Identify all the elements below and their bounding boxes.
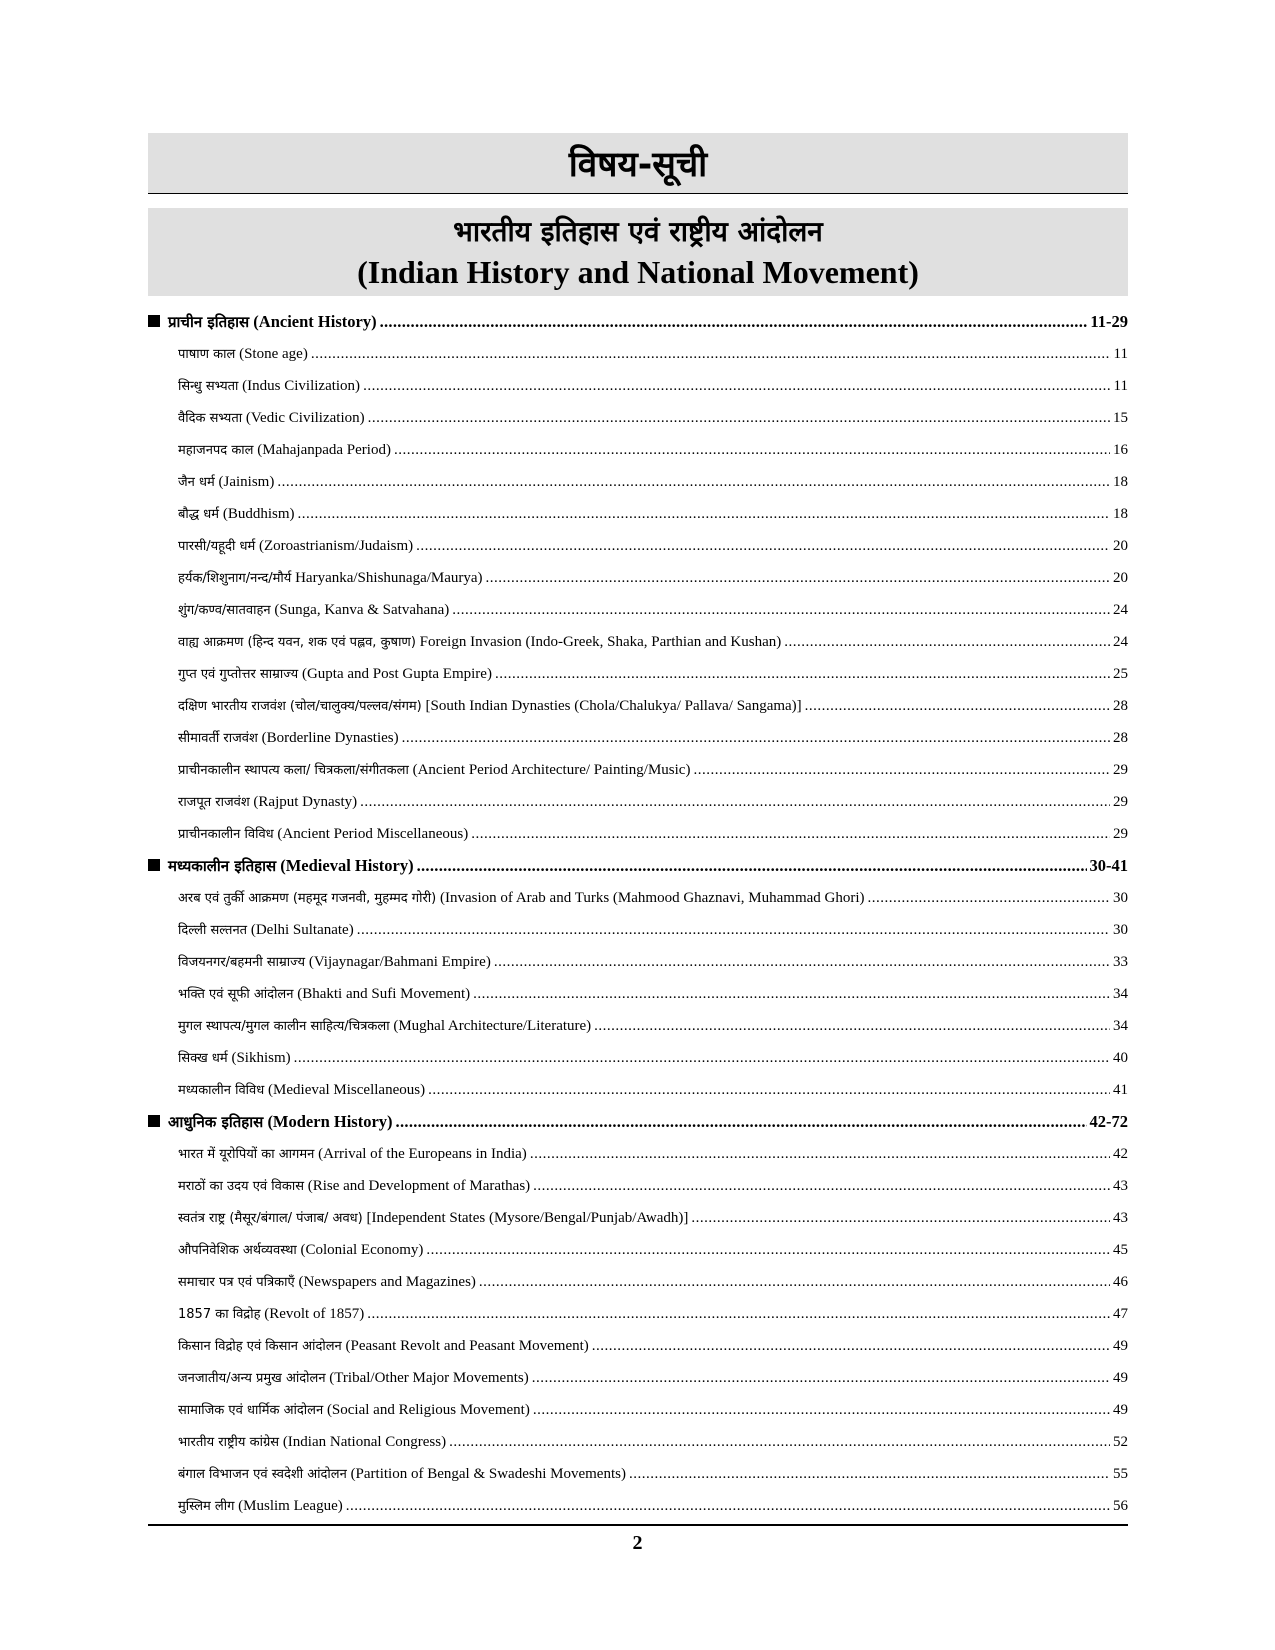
entry-title-hindi: अरब एवं तुर्की आक्रमण (महमूद गजनवी, मुहम्मद गोरी) [178,891,437,906]
entry-title-english: (Sikhism) [231,1050,291,1066]
dot-leader [294,1042,1110,1074]
entry-page-number: 56 [1113,1498,1128,1514]
dot-leader [691,1202,1110,1234]
toc-entry-row[interactable] [148,626,1128,658]
dot-leader [868,882,1110,914]
toc-entry-row[interactable] [148,1362,1128,1394]
toc-section-row[interactable] [148,850,1128,882]
entry-page-number: 20 [1113,570,1128,586]
bottom-divider [148,1524,1128,1526]
dot-leader [532,1362,1110,1394]
entry-title-english: (Jainism) [218,474,275,490]
dot-leader [396,1106,1087,1138]
entry-page-number: 29 [1113,762,1128,778]
entry-title-english: (Invasion of Arab and Turks (Mahmood Ghaznavi, Muhammad Ghori) [440,890,865,906]
entry-title-english: (Ancient Period Miscellaneous) [277,826,469,842]
entry-page-number: 30 [1113,890,1128,906]
entry-title-hindi: बंगाल विभाजन एवं स्वदेशी आंदोलन [178,1467,347,1482]
entry-page-number: 11 [1113,346,1128,362]
toc-entry-row[interactable] [148,594,1128,626]
dot-leader [417,850,1087,882]
dot-leader [495,658,1110,690]
entry-title-hindi: सिन्धु सभ्यता [178,379,239,394]
entry-title-english: (Revolt of 1857) [264,1306,365,1322]
entry-title-english: [Independent States (Mysore/Bengal/Punjab/Awadh)] [366,1210,689,1226]
page-number: 2 [632,1532,643,1554]
entry-page-number: 41 [1113,1082,1128,1098]
entry-title-hindi: किसान विद्रोह एवं किसान आंदोलन [178,1339,342,1354]
dot-leader [416,530,1110,562]
entry-title-hindi: हर्यक/शिशुनाग/नन्द/मौर्य [178,571,292,586]
dot-leader [394,434,1110,466]
subtitle-english: (Indian History and National Movement) [357,254,919,290]
entry-title-hindi: दिल्ली सल्तनत [178,923,248,938]
toc-entry-row[interactable] [148,1074,1128,1106]
entry-page-number: 47 [1113,1306,1128,1322]
entry-title-english: (Social and Religious Movement) [326,1402,530,1418]
dot-leader [629,1458,1110,1490]
entry-page-number: 43 [1113,1178,1128,1194]
entry-title-hindi: सामाजिक एवं धार्मिक आंदोलन [178,1403,324,1418]
toc-entry-row[interactable] [148,1426,1128,1458]
entry-page-number: 29 [1113,826,1128,842]
entry-page-number: 42 [1113,1146,1128,1162]
toc-entry-row[interactable] [148,1138,1128,1170]
section-title-hindi: आधुनिक इतिहास [168,1113,264,1131]
dot-leader [311,338,1111,370]
toc-entry-row[interactable] [148,1490,1128,1522]
dot-leader [360,786,1110,818]
dot-leader [298,498,1110,530]
table-of-contents [148,306,1128,1522]
entry-title-english: (Muslim League) [238,1498,343,1514]
entry-title-english: (Peasant Revolt and Peasant Movement) [345,1338,589,1354]
entry-title-hindi: समाचार पत्र एवं पत्रिकाएँ [178,1275,295,1290]
entry-page-number: 40 [1113,1050,1128,1066]
entry-title-hindi: भक्ति एवं सूफी आंदोलन [178,987,294,1002]
entry-title-english: (Indus Civilization) [242,378,361,394]
entry-title-hindi: 1857 का विद्रोह [178,1307,261,1322]
entry-page-number: 18 [1113,506,1128,522]
entry-title-english: (Colonial Economy) [300,1242,424,1258]
entry-title-english: (Newspapers and Magazines) [298,1274,476,1290]
dot-leader [402,722,1110,754]
entry-title-hindi: जनजातीय/अन्य प्रमुख आंदोलन [178,1371,326,1386]
entry-page-number: 49 [1113,1402,1128,1418]
contents-page [148,133,1128,1522]
entry-title-english: (Borderline Dynasties) [261,730,399,746]
entry-title-english: (Partition of Bengal & Swadeshi Movements) [350,1466,626,1482]
entry-page-number: 46 [1113,1274,1128,1290]
toc-entry-row[interactable] [148,690,1128,722]
toc-entry-row[interactable] [148,1394,1128,1426]
toc-entry-row[interactable] [148,946,1128,978]
entry-title-hindi: मुस्लिम लीग [178,1499,235,1514]
entry-title-english: (Stone age) [239,346,308,362]
entry-title-hindi: औपनिवेशिक अर्थव्यवस्था [178,1243,297,1258]
square-bullet-icon [148,1115,160,1127]
dot-leader [426,1234,1110,1266]
entry-page-number: 16 [1113,442,1128,458]
entry-page-number: 15 [1113,410,1128,426]
entry-page-number: 29 [1113,794,1128,810]
section-title-english: (Medieval History) [280,856,414,875]
entry-title-hindi: राजपूत राजवंश [178,795,250,810]
dot-leader [367,1298,1110,1330]
entry-title-english: (Bhakti and Sufi Movement) [297,986,471,1002]
entry-title-hindi: वैदिक सभ्यता [178,411,243,426]
toc-entry-row[interactable] [148,914,1128,946]
dot-leader [380,306,1088,338]
entry-title-english: Haryanka/Shishunaga/Maurya) [295,570,483,586]
entry-title-english: (Mughal Architecture/Literature) [393,1018,592,1034]
entry-page-number: 20 [1113,538,1128,554]
dot-leader [805,690,1110,722]
entry-title-english: (Medieval Miscellaneous) [268,1082,426,1098]
entry-title-hindi: जैन धर्म [178,475,215,490]
dot-leader [277,466,1110,498]
entry-page-number: 30 [1113,922,1128,938]
section-title-english: (Modern History) [267,1112,393,1131]
entry-title-hindi: विजयनगर/बहमनी साम्राज्य [178,955,306,970]
toc-entry-row[interactable] [148,1170,1128,1202]
dot-leader [494,946,1110,978]
dot-leader [471,818,1110,850]
entry-page-number: 28 [1113,698,1128,714]
section-title-hindi: मध्यकालीन इतिहास [168,857,277,875]
entry-title-hindi: बौद्ध धर्म [178,507,220,522]
entry-page-number: 34 [1113,986,1128,1002]
entry-title-english: (Ancient Period Architecture/ Painting/Music) [412,762,691,778]
dot-leader [346,1490,1110,1522]
toc-entry-row[interactable] [148,722,1128,754]
dot-leader [486,562,1110,594]
entry-page-number: 52 [1113,1434,1128,1450]
toc-entry-row[interactable] [148,754,1128,786]
entry-page-number: 25 [1113,666,1128,682]
entry-title-hindi: दक्षिण भारतीय राजवंश (चोल/चालुक्य/पल्लव/संगम) [178,699,422,714]
toc-section-row[interactable] [148,306,1128,338]
toc-entry-row[interactable] [148,1458,1128,1490]
entry-title-hindi: भारतीय राष्ट्रीय कांग्रेस [178,1435,280,1450]
toc-entry-row[interactable] [148,1202,1128,1234]
entry-title-hindi: प्राचीनकालीन विविध [178,827,274,842]
entry-page-number: 55 [1113,1466,1128,1482]
square-bullet-icon [148,859,160,871]
toc-entry-row[interactable] [148,978,1128,1010]
toc-entry-row[interactable] [148,434,1128,466]
toc-entry-row[interactable] [148,530,1128,562]
entry-title-hindi: प्राचीनकालीन स्थापत्य कला/ चित्रकला/संगीतकला [178,763,409,778]
entry-title-hindi: भारत में यूरोपियों का आगमन [178,1147,315,1162]
entry-page-number: 18 [1113,474,1128,490]
toc-entry-row[interactable] [148,1010,1128,1042]
section-title-hindi: प्राचीन इतिहास [168,313,250,331]
entry-title-english: (Buddhism) [222,506,295,522]
entry-title-hindi: महाजनपद काल [178,443,254,458]
toc-entry-row[interactable] [148,658,1128,690]
dot-leader [594,1010,1110,1042]
entry-title-english: [South Indian Dynasties (Chola/Chalukya/ Pallava/ Sangama)] [425,698,802,714]
entry-title-hindi: स्वतंत्र राष्ट्र (मैसूर/बंगाल/ पंजाब/ अवध) [178,1211,363,1226]
subtitle-hindi: भारतीय इतिहास एवं राष्ट्रीय आंदोलन [453,215,823,248]
toc-entry-row[interactable] [148,1042,1128,1074]
entry-title-english: (Gupta and Post Gupta Empire) [301,666,492,682]
section-page-range: 30-41 [1089,856,1128,875]
page-title: विषय-सूची [568,144,708,185]
toc-section-row[interactable] [148,1106,1128,1138]
dot-leader [428,1074,1110,1106]
entry-page-number: 43 [1113,1210,1128,1226]
entry-page-number: 34 [1113,1018,1128,1034]
entry-page-number: 49 [1113,1338,1128,1354]
toc-entry-row[interactable] [148,882,1128,914]
entry-title-english: (Tribal/Other Major Movements) [329,1370,529,1386]
toc-entry-row[interactable] [148,786,1128,818]
entry-page-number: 11 [1113,378,1128,394]
entry-title-hindi: वाह्य आक्रमण (हिन्द यवन, शक एवं पह्लव, कुषाण) [178,635,416,650]
entry-title-hindi: पारसी/यहूदी धर्म [178,539,256,554]
toc-entry-row[interactable] [148,562,1128,594]
entry-page-number: 45 [1113,1242,1128,1258]
entry-title-english: (Rajput Dynasty) [253,794,358,810]
section-page-range: 11-29 [1090,312,1128,331]
subtitle-banner [148,208,1128,296]
entry-title-hindi: सीमावर्ती राजवंश [178,731,258,746]
dot-leader [449,1426,1110,1458]
entry-page-number: 28 [1113,730,1128,746]
dot-leader [473,978,1110,1010]
entry-title-hindi: सिक्ख धर्म [178,1051,228,1066]
section-title-english: (Ancient History) [253,312,377,331]
toc-entry-row[interactable] [148,1330,1128,1362]
entry-title-english: (Indian National Congress) [282,1434,447,1450]
dot-leader [533,1170,1110,1202]
dot-leader [368,402,1110,434]
dot-leader [452,594,1110,626]
entry-title-english: (Vedic Civilization) [245,410,365,426]
dot-leader [479,1266,1110,1298]
dot-leader [533,1394,1110,1426]
toc-entry-row[interactable] [148,498,1128,530]
title-banner [148,133,1128,194]
toc-entry-row[interactable] [148,1266,1128,1298]
entry-page-number: 24 [1113,602,1128,618]
entry-title-english: (Mahajanpada Period) [257,442,391,458]
entry-page-number: 33 [1113,954,1128,970]
dot-leader [357,914,1110,946]
dot-leader [592,1330,1110,1362]
entry-title-english: (Delhi Sultanate) [250,922,354,938]
entry-title-english: Foreign Invasion (Indo-Greek, Shaka, Parthian and Kushan) [419,634,782,650]
toc-entry-row[interactable] [148,1298,1128,1330]
toc-entry-row[interactable] [148,338,1128,370]
dot-leader [363,370,1110,402]
dot-leader [693,754,1110,786]
entry-title-english: (Sunga, Kanva & Satvahana) [274,602,450,618]
entry-title-english: (Arrival of the Europeans in India) [318,1146,527,1162]
section-page-range: 42-72 [1089,1112,1128,1131]
entry-page-number: 49 [1113,1370,1128,1386]
entry-title-english: (Rise and Development of Marathas) [307,1178,531,1194]
entry-title-hindi: गुप्त एवं गुप्तोत्तर साम्राज्य [178,667,299,682]
entry-title-hindi: मध्यकालीन विविध [178,1083,265,1098]
entry-title-english: (Vijaynagar/Bahmani Empire) [308,954,491,970]
toc-entry-row[interactable] [148,466,1128,498]
toc-entry-row[interactable] [148,818,1128,850]
entry-page-number: 24 [1113,634,1128,650]
toc-entry-row[interactable] [148,370,1128,402]
square-bullet-icon [148,315,160,327]
dot-leader [784,626,1110,658]
entry-title-hindi: मराठों का उदय एवं विकास [178,1179,304,1194]
entry-title-english: (Zoroastrianism/Judaism) [258,538,414,554]
entry-title-hindi: पाषाण काल [178,347,236,362]
entry-title-hindi: शुंग/कण्व/सातवाहन [178,603,271,618]
dot-leader [530,1138,1110,1170]
entry-title-hindi: मुगल स्थापत्य/मुगल कालीन साहित्य/चित्रकला [178,1019,390,1034]
toc-entry-row[interactable] [148,1234,1128,1266]
toc-entry-row[interactable] [148,402,1128,434]
